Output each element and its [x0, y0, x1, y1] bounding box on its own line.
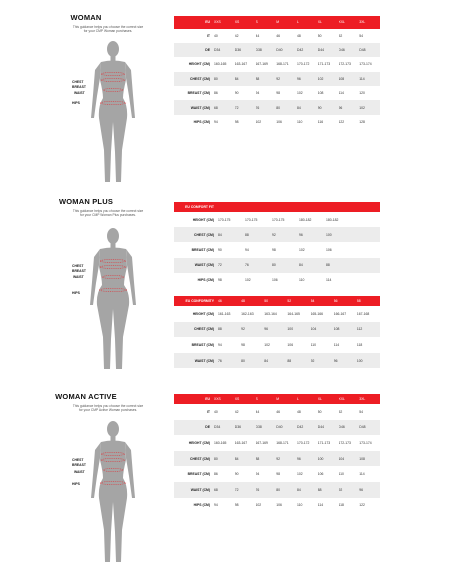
table-cell: 163-167 [235, 435, 256, 451]
table-cell: XS [235, 16, 256, 29]
table-cell: 173-174 [359, 435, 380, 451]
table-cell: 96 [264, 322, 287, 338]
table-cell: 50 [318, 29, 339, 43]
row-label: BREAST (CM) [174, 337, 218, 353]
table-cell: 171-173 [318, 57, 339, 71]
row-label: BREAST (CM) [174, 466, 214, 482]
table-cell: 106 [326, 242, 353, 257]
table-cell: 52 [339, 404, 360, 420]
table-cell: 170-175 [272, 212, 299, 227]
table-cell: D48 [359, 43, 380, 57]
table-cell: 110 [311, 337, 334, 353]
table-cell [353, 242, 380, 257]
row-label: EU [174, 16, 214, 29]
table-cell: 160-165 [214, 435, 235, 451]
table-cell: 84 [297, 482, 318, 498]
section-title: WOMAN [70, 13, 102, 22]
table-header-row [174, 202, 380, 212]
table-cell: 94 [218, 337, 241, 353]
table-cell: 96 [297, 72, 318, 86]
row-label: WAIST (CM) [174, 100, 214, 114]
label-waist: WAIST [73, 275, 84, 279]
table-cell: 94 [214, 115, 235, 129]
label-breast: BREAST [72, 85, 86, 89]
table-row [174, 115, 380, 129]
table-cell: 108 [334, 322, 357, 338]
table-cell: 96 [359, 482, 380, 498]
table-cell: 92 [272, 227, 299, 242]
table-cell: 98 [218, 273, 245, 288]
table-cell: D42 [297, 420, 318, 436]
table-cell: 170-172 [297, 435, 318, 451]
table-row [174, 86, 380, 100]
table-cell: 92 [276, 451, 297, 467]
table-cell: 114 [326, 273, 353, 288]
table-cell: D44 [318, 43, 339, 57]
table-row [174, 242, 380, 257]
table-cell: 118 [357, 337, 380, 353]
woman-active-figure-icon [85, 420, 141, 568]
table-cell: 46 [218, 296, 241, 306]
table-cell: 96 [297, 451, 318, 467]
table-cell: 106 [287, 337, 310, 353]
table-row [174, 212, 380, 227]
table-cell: D44 [318, 420, 339, 436]
label-waist: WAIST [74, 470, 85, 474]
table-cell: 128 [359, 115, 380, 129]
table-cell: XXL [339, 394, 360, 404]
size-table [174, 202, 380, 288]
table-cell: 88 [256, 451, 277, 467]
table-cell: 98 [241, 337, 264, 353]
row-label: BREAST (CM) [174, 86, 214, 100]
table-row [174, 420, 380, 436]
table-cell: 80 [272, 258, 299, 273]
table-cell: 42 [235, 404, 256, 420]
table-cell: 100 [357, 353, 380, 369]
table-cell: 161-163 [218, 306, 241, 322]
table-cell: 108 [339, 72, 360, 86]
section-title: WOMAN PLUS [58, 197, 114, 206]
table-cell: 40 [214, 29, 235, 43]
table-cell: 48 [297, 29, 318, 43]
table-cell: D40 [276, 420, 297, 436]
table-cell: 72 [235, 100, 256, 114]
table-cell: 96 [339, 100, 360, 114]
table-cell: 92 [339, 482, 360, 498]
table-cell: 173-174 [359, 57, 380, 71]
table-cell: 114 [359, 72, 380, 86]
row-label: WAIST (CM) [174, 482, 214, 498]
table-cell: 88 [218, 322, 241, 338]
table-cell [353, 202, 380, 212]
table-cell: 44 [256, 404, 277, 420]
table-cell: 163-167 [235, 57, 256, 71]
table-cell: D48 [359, 420, 380, 436]
table-cell: 68 [214, 482, 235, 498]
table-cell: 46 [276, 29, 297, 43]
table-cell: D40 [276, 43, 297, 57]
row-label: WAIST (CM) [174, 258, 218, 273]
table-cell: 50 [318, 404, 339, 420]
row-label: HEIGHT (CM) [174, 212, 218, 227]
row-label: CHEST (CM) [174, 227, 218, 242]
table-cell: D38 [256, 420, 277, 436]
label-hips: HIPS [72, 482, 80, 486]
size-table [174, 16, 380, 129]
table-cell: 106 [276, 498, 297, 514]
table-row [174, 337, 380, 353]
table-cell: 54 [311, 296, 334, 306]
table-cell: 172-173 [339, 435, 360, 451]
table-cell: 108 [359, 451, 380, 467]
table-cell: 98 [235, 498, 256, 514]
section-title: WOMAN ACTIVE [55, 392, 117, 401]
table-cell: XS [235, 394, 256, 404]
table-cell: 102 [245, 273, 272, 288]
table-cell: 76 [256, 100, 277, 114]
table-cell: 104 [311, 322, 334, 338]
table-cell: 84 [235, 72, 256, 86]
table-cell: 94 [214, 498, 235, 514]
table-cell: D34 [214, 420, 235, 436]
table-cell: 88 [245, 227, 272, 242]
label-breast: BREAST [72, 463, 86, 467]
table-cell: 180-182 [326, 212, 353, 227]
table-cell: 110 [339, 466, 360, 482]
row-label: DE [174, 43, 214, 57]
row-label: EU CONFORMITY [174, 296, 218, 306]
table-cell: 84 [218, 227, 245, 242]
table-cell: 98 [235, 115, 256, 129]
table-cell: 46 [276, 404, 297, 420]
table-cell: 52 [339, 29, 360, 43]
table-cell: 80 [276, 100, 297, 114]
table-cell: 160-165 [214, 57, 235, 71]
table-row [174, 435, 380, 451]
table-cell: 114 [339, 86, 360, 100]
table-cell: 44 [256, 29, 277, 43]
row-label: EU COMFORT FIT [174, 202, 218, 212]
table-cell: L [297, 394, 318, 404]
table-cell: XL [318, 394, 339, 404]
row-label: EU [174, 394, 214, 404]
table-row [174, 100, 380, 114]
table-cell: 106 [318, 466, 339, 482]
table-header-row [174, 16, 380, 29]
table-cell: D34 [214, 43, 235, 57]
table-cell: 88 [326, 258, 353, 273]
table-cell: 108 [318, 86, 339, 100]
table-cell: 116 [318, 115, 339, 129]
table-cell [353, 227, 380, 242]
table-cell: XXL [339, 16, 360, 29]
table-row [174, 353, 380, 369]
table-cell: 76 [256, 482, 277, 498]
table-cell: 3XL [359, 16, 380, 29]
table-cell: 48 [297, 404, 318, 420]
table-cell: D46 [339, 43, 360, 57]
row-label: HIPS (CM) [174, 273, 218, 288]
table-cell: 167-169 [256, 57, 277, 71]
table-header-row [174, 394, 380, 404]
table-cell: 84 [235, 451, 256, 467]
table-cell: 110 [299, 273, 326, 288]
table-cell: 48 [241, 296, 264, 306]
table-cell: 88 [287, 353, 310, 369]
table-row [174, 322, 380, 338]
table-cell: XL [318, 16, 339, 29]
table-row [174, 498, 380, 514]
table-cell: 168-171 [276, 435, 297, 451]
table-cell: 86 [214, 466, 235, 482]
section-subtitle: This guidance helps you choose the correct size for your CMP Woman purchases. [72, 25, 144, 33]
table-cell: 84 [299, 258, 326, 273]
table-cell: 94 [256, 86, 277, 100]
table-cell: 88 [256, 72, 277, 86]
table-cell: 54 [359, 29, 380, 43]
table-cell: 118 [339, 498, 360, 514]
table-cell: 84 [264, 353, 287, 369]
table-cell: 96 [299, 227, 326, 242]
table-cell: 114 [359, 466, 380, 482]
table-cell: 58 [357, 296, 380, 306]
table-cell: 90 [318, 100, 339, 114]
row-label: BREAST (CM) [174, 242, 218, 257]
row-label: HIPS (CM) [174, 498, 214, 514]
table-cell [353, 212, 380, 227]
row-label: HIPS (CM) [174, 115, 214, 129]
table-cell [272, 202, 299, 212]
table-cell: 102 [256, 115, 277, 129]
table-cell: 100 [287, 322, 310, 338]
table-cell: 102 [256, 498, 277, 514]
table-cell: 114 [334, 337, 357, 353]
table-cell [218, 202, 245, 212]
table-cell: 80 [214, 451, 235, 467]
table-cell: M [276, 16, 297, 29]
table-cell: 102 [297, 466, 318, 482]
label-chest: CHEST [72, 264, 84, 268]
table-cell: 90 [235, 466, 256, 482]
table-cell: 106 [276, 115, 297, 129]
row-label: CHEST (CM) [174, 451, 214, 467]
table-cell: XXS [214, 16, 235, 29]
table-cell: 170-175 [245, 212, 272, 227]
table-cell: 104 [339, 451, 360, 467]
table-cell: 94 [245, 242, 272, 257]
table-cell: 102 [264, 337, 287, 353]
row-label: DE [174, 420, 214, 436]
table-cell: S [256, 16, 277, 29]
label-hips: HIPS [72, 101, 80, 105]
table-cell [353, 258, 380, 273]
table-cell [299, 202, 326, 212]
table-cell: 100 [318, 451, 339, 467]
table-row [174, 29, 380, 43]
table-cell: 98 [276, 466, 297, 482]
table-cell: 3XL [359, 394, 380, 404]
table-cell: 98 [276, 86, 297, 100]
table-cell: 98 [272, 242, 299, 257]
table-row [174, 306, 380, 322]
table-cell: D38 [256, 43, 277, 57]
table-cell: 170-172 [297, 57, 318, 71]
table-cell [326, 202, 353, 212]
table-cell: 40 [214, 404, 235, 420]
table-cell: 102 [297, 86, 318, 100]
table-cell: 84 [297, 100, 318, 114]
table-cell: 88 [318, 482, 339, 498]
woman-plus-figure-icon [85, 227, 141, 375]
table-cell: 163-164 [264, 306, 287, 322]
size-table [174, 296, 380, 368]
table-cell: D42 [297, 43, 318, 57]
table-cell: 68 [214, 100, 235, 114]
table-cell: 76 [245, 258, 272, 273]
row-label: HEIGHT (CM) [174, 435, 214, 451]
table-cell: 76 [218, 353, 241, 369]
table-cell: 180-182 [299, 212, 326, 227]
table-cell: XXS [214, 394, 235, 404]
table-cell: 92 [241, 322, 264, 338]
table-cell: 106 [272, 273, 299, 288]
label-waist: WAIST [74, 91, 85, 95]
table-cell: 56 [334, 296, 357, 306]
table-cell: D36 [235, 420, 256, 436]
label-breast: BREAST [72, 269, 86, 273]
label-hips: HIPS [72, 291, 80, 295]
section-woman [0, 0, 452, 190]
table-cell: 86 [214, 86, 235, 100]
table-row [174, 482, 380, 498]
table-cell: 165-166 [311, 306, 334, 322]
table-cell: 122 [359, 498, 380, 514]
table-cell: 167-168 [357, 306, 380, 322]
woman-figure-icon [85, 40, 141, 188]
table-row [174, 466, 380, 482]
row-label: CHEST (CM) [174, 322, 218, 338]
table-cell: 80 [214, 72, 235, 86]
table-cell: 94 [256, 466, 277, 482]
table-cell: 52 [287, 296, 310, 306]
table-row [174, 451, 380, 467]
table-cell: 171-173 [318, 435, 339, 451]
table-cell: D36 [235, 43, 256, 57]
table-cell: 90 [235, 86, 256, 100]
table-cell: 167-169 [256, 435, 277, 451]
table-cell: 42 [235, 29, 256, 43]
row-label: HEIGHT (CM) [174, 57, 214, 71]
table-cell: S [256, 394, 277, 404]
table-cell: 80 [241, 353, 264, 369]
table-cell: M [276, 394, 297, 404]
table-cell: 92 [311, 353, 334, 369]
table-row [174, 273, 380, 288]
row-label: CHEST (CM) [174, 72, 214, 86]
table-cell: 102 [359, 100, 380, 114]
table-cell: 72 [218, 258, 245, 273]
label-chest: CHEST [72, 458, 84, 462]
table-row [174, 43, 380, 57]
table-row [174, 227, 380, 242]
row-label: HEIGHT (CM) [174, 306, 218, 322]
table-header-row [174, 296, 380, 306]
table-cell: 122 [339, 115, 360, 129]
table-cell: 102 [318, 72, 339, 86]
table-row [174, 57, 380, 71]
table-cell: 110 [297, 498, 318, 514]
section-subtitle: This guidance helps you choose the correct size for your CMP Woman Plus purchases. [72, 209, 144, 217]
row-label: IT [174, 404, 214, 420]
size-table [174, 394, 380, 513]
section-woman-plus [0, 195, 452, 385]
table-cell: 50 [264, 296, 287, 306]
table-cell: 170-175 [218, 212, 245, 227]
table-cell: 72 [235, 482, 256, 498]
section-subtitle: This guidance helps you choose the correct size for your CMP Active Woman purchases. [72, 404, 144, 412]
table-cell: 100 [326, 227, 353, 242]
table-cell: L [297, 16, 318, 29]
table-cell: D46 [339, 420, 360, 436]
section-woman-active [0, 390, 452, 584]
table-cell: 120 [359, 86, 380, 100]
table-cell: 96 [334, 353, 357, 369]
table-cell: 110 [297, 115, 318, 129]
table-cell: 166-167 [334, 306, 357, 322]
table-cell: 90 [218, 242, 245, 257]
table-cell: 102 [299, 242, 326, 257]
table-row [174, 404, 380, 420]
table-row [174, 72, 380, 86]
table-cell: 54 [359, 404, 380, 420]
table-cell: 80 [276, 482, 297, 498]
table-cell: 172-173 [339, 57, 360, 71]
label-chest: CHEST [72, 80, 84, 84]
table-cell: 164-165 [287, 306, 310, 322]
table-cell: 114 [318, 498, 339, 514]
table-cell [245, 202, 272, 212]
row-label: IT [174, 29, 214, 43]
table-cell: 112 [357, 322, 380, 338]
table-cell: 162-163 [241, 306, 264, 322]
table-cell: 92 [276, 72, 297, 86]
table-cell: 168-171 [276, 57, 297, 71]
row-label: WAIST (CM) [174, 353, 218, 369]
table-cell [353, 273, 380, 288]
table-row [174, 258, 380, 273]
